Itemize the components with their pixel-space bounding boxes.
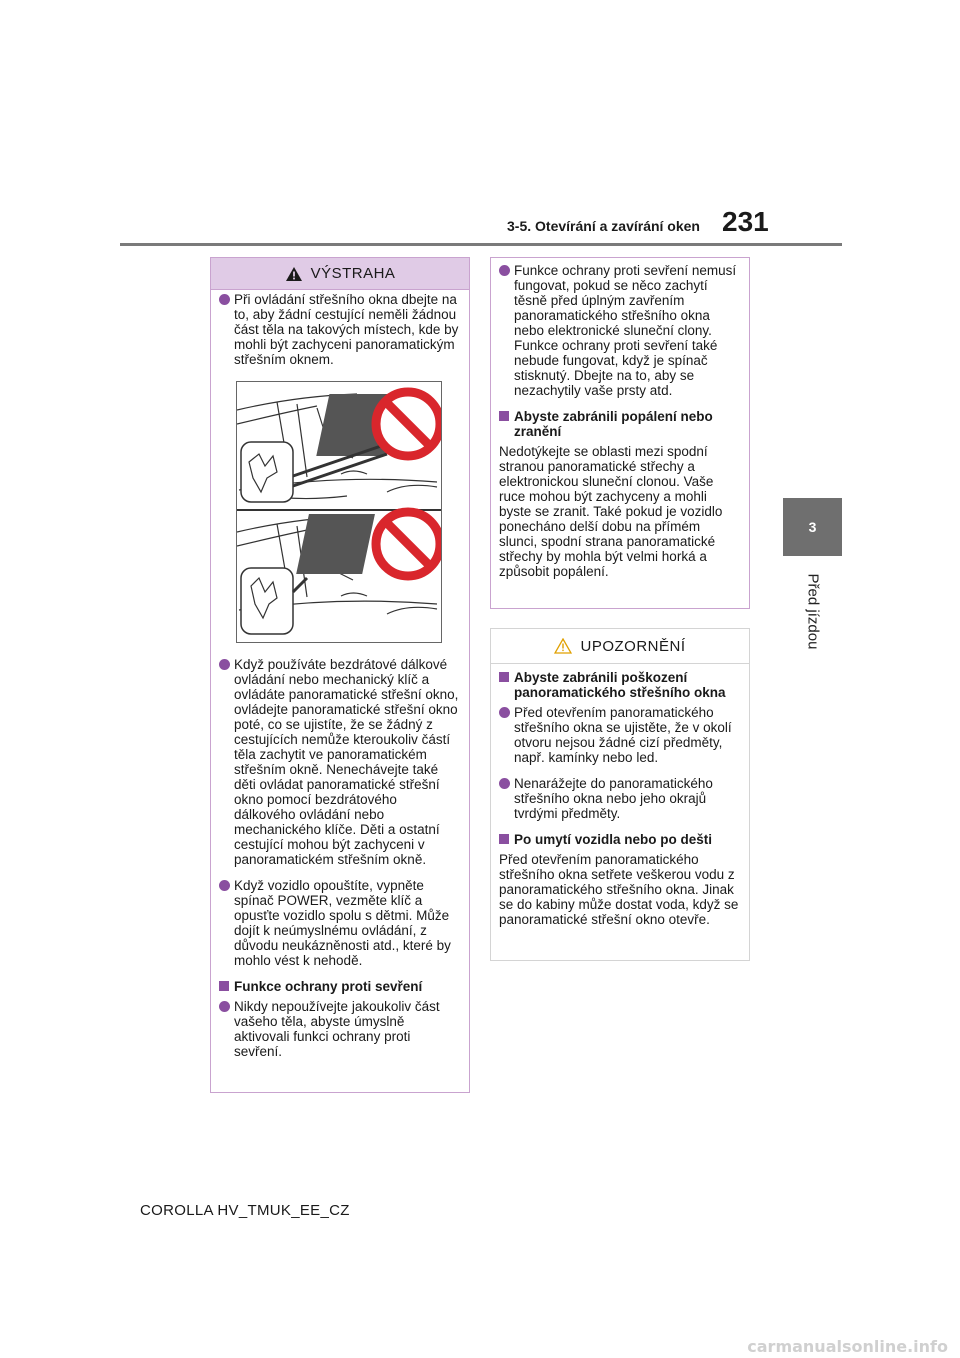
page-number: 231 [722, 206, 769, 237]
list-item [219, 292, 461, 367]
chapter-title-container [783, 556, 842, 666]
caution-box-title: UPOZORNĚNÍ [580, 637, 686, 655]
list-item [499, 776, 741, 821]
sub-heading-text: Abyste zabránili popálení nebo zranění [514, 409, 713, 439]
list-item-text: Při ovládání střešního okna dbejte na to, aby žádní cestující neměli žádnou část těla na takových místech, kde by mohli být zachyceni panoramatickým střešním oknem. [234, 292, 459, 367]
warning-box-continued [490, 257, 750, 609]
prohibition-icon-top [376, 392, 440, 456]
sub-heading [499, 832, 741, 847]
list-item-text: Funkce ochrany proti sevření nemusí fungovat, pokud se něco zachytí těsně před úplným zavřením panoramatického střešního okna nebo elektronické sluneční clony. Funkce ochrany proti sevření také nebude fungovat, když je spínač stisknutý. Dbejte na to, aby se nezachytily vaše prsty atd. [514, 263, 737, 398]
bullet-icon [219, 294, 230, 305]
list-item [499, 263, 741, 398]
bullet-icon [219, 1001, 230, 1012]
sub-heading [499, 670, 741, 700]
list-item [219, 657, 461, 867]
warning-box-title: VÝSTRAHA [310, 265, 396, 282]
watermark: carmanualsonline.info [747, 1337, 948, 1356]
list-item [219, 999, 461, 1059]
list-item-text: Nikdy nepoužívejte jakoukoliv část vašeho těla, abyste úmyslně aktivovali funkci ochrany proti sevření. [234, 999, 440, 1059]
paragraph: Před otevřením panoramatického střešního okna setřete veškerou vodu z panoramatického střešního okna. Jinak se do kabiny může dostat voda, když se panoramatické střešní okno otevře. [499, 852, 739, 927]
list-item [219, 878, 461, 968]
warning-box [210, 257, 470, 1093]
bullet-icon [499, 707, 510, 718]
bullet-icon [499, 778, 510, 789]
square-bullet-icon [499, 834, 509, 844]
bullet-icon [219, 880, 230, 891]
header-divider [120, 243, 842, 246]
chapter-tab [783, 498, 842, 556]
prohibition-icon-bottom [376, 512, 440, 576]
list-item-text: Nenarážejte do panoramatického střešního okna nebo jeho okrajů tvrdými předměty. [514, 776, 713, 821]
caution-triangle-icon [554, 638, 572, 654]
square-bullet-icon [219, 981, 229, 991]
footer-model-code: COROLLA HV_TMUK_EE_CZ [140, 1202, 350, 1219]
panoramic-roof-drawing [237, 382, 441, 642]
section-title: 3-5. Otevírání a zavírání oken [507, 218, 700, 234]
list-item-text: Před otevřením panoramatického střešního okna se ujistěte, že v okolí otvoru nejsou žádné cizí předměty, např. kamínky nebo led. [514, 705, 732, 765]
paragraph: Nedotýkejte se oblasti mezi spodní stranou panoramatické střechy a elektronickou sluneční clonou. Vaše ruce mohou být zachyceny a mohli byste se zranit. Také pokud je vozidlo ponecháno delší dobu na přímém slunci, spodní strana panoramatické střechy by mohla být velmi horká a způsobit popálení. [499, 444, 723, 579]
bullet-icon [499, 265, 510, 276]
sub-heading [499, 409, 741, 439]
caution-box-header [491, 629, 749, 664]
sub-heading-text: Po umytí vozidla nebo po dešti [514, 832, 713, 847]
chapter-title: Před jízdou [804, 573, 822, 649]
square-bullet-icon [499, 411, 509, 421]
sub-heading-text: Funkce ochrany proti sevření [234, 979, 423, 994]
list-item-text: Když vozidlo opouštíte, vypněte spínač POWER, vezměte klíč a opusťte vozidlo spolu s dětmi. Může dojít k neúmyslnému ovládání, z důvodu neukázněnosti atd., které by mohlo vést k nehodě. [234, 878, 451, 968]
chapter-number: 3 [808, 519, 817, 535]
caution-box [490, 628, 750, 961]
bullet-icon [219, 659, 230, 670]
sub-heading-text: Abyste zabránili poškození panoramatického střešního okna [514, 670, 726, 700]
square-bullet-icon [499, 672, 509, 682]
illustration-panoramic-roof [236, 381, 442, 643]
warning-triangle-icon [285, 266, 303, 282]
warning-box-header [211, 258, 469, 290]
list-item [499, 705, 741, 765]
list-item-text: Když používáte bezdrátové dálkové ovládání nebo mechanický klíč a ovládáte panoramatické střešní okno, ovládejte panoramatické střešní okno poté, co se ujistíte, že se žádný z cestujících nemůže kteroukoliv částí těla zachytit ve panoramatickém střešním okně. Nenechávejte také děti ovládat panoramatické střešní okno pomocí bezdrátového dálkového ovládání nebo mechanického klíče. Děti a ostatní cestující mohou být zachyceni v panoramatickém střešním okně. [234, 657, 459, 867]
sub-heading [219, 979, 461, 994]
